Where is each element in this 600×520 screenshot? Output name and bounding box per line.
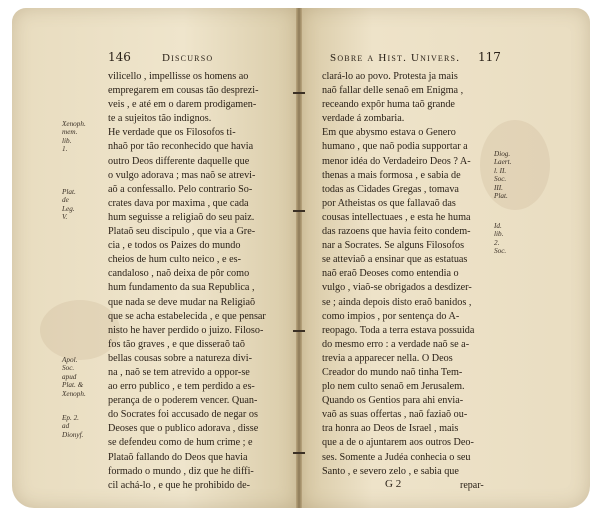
- right-page-number: 117: [478, 50, 501, 64]
- text-line: thenas a mais formosa , e sabia de: [322, 169, 461, 181]
- text-line: Deoses que o publico adorava , disse: [108, 423, 259, 435]
- text-line: outro Deos differente daquelle que: [108, 155, 250, 167]
- margin-note: Id. lib. 2. Soc.: [494, 222, 507, 256]
- text-line: ao erro publico , e tem perdido a es-: [108, 381, 255, 393]
- text-line: plo nem culto senaõ em Jerusalem.: [322, 381, 465, 393]
- text-line: Plataõ fallando do Deos que havia: [108, 451, 248, 463]
- margin-note: Apol. Soc. apud Plat. & Xenoph.: [62, 356, 86, 398]
- text-line: clará-lo ao povo. Protesta ja mais: [322, 71, 458, 82]
- right-running-head: Sobre a Hist. Univers.: [330, 52, 461, 64]
- text-line: empregarem em cousas tão desprezi-: [108, 85, 259, 97]
- margin-note: Xenoph. mem. lib. 1.: [62, 120, 86, 154]
- text-line: vulgo , viaõ-se obrigados a desdizer-: [322, 282, 472, 294]
- text-line: candaloso , naõ deixa de pôr como: [108, 268, 250, 280]
- binding-stitch: [293, 452, 305, 454]
- text-line: Quando os Gentios para ahi envia-: [322, 395, 464, 407]
- text-line: perança de o poderem vencer. Quan-: [108, 395, 258, 407]
- text-line: vaõ as suas offertas , naõ faziaõ ou-: [322, 409, 468, 421]
- text-line: aõ a confessallo. Pelo contrario So-: [108, 183, 253, 195]
- text-line: fos tão graves , e que disseraõ taõ: [108, 338, 245, 350]
- binding-stitch: [293, 92, 305, 94]
- text-line: que a de o ajuntarem aos outros Deo-: [322, 437, 474, 449]
- text-line: Creador do mundo naõ tinha Tem-: [322, 366, 463, 378]
- text-line: cousas intellectuaes , e esta he huma: [322, 211, 471, 223]
- text-line: como impios , por sentença do A-: [322, 310, 460, 322]
- catchword: repar-: [460, 480, 484, 491]
- signature-mark: G 2: [385, 478, 402, 490]
- text-line: He verdade que os Filosofos ti-: [108, 127, 236, 139]
- text-line: se defendeu como de hum crime ; e: [108, 437, 253, 449]
- binding-stitch: [293, 210, 305, 212]
- text-line: nar a Socrates. Se alguns Filosofos: [322, 240, 465, 252]
- text-line: humano , que naõ podia supportar a: [322, 141, 468, 153]
- text-line: se ; ainda depois disto eraõ banidos ,: [322, 296, 472, 308]
- text-line: ses. Somente a Judéa conhecia o seu: [322, 451, 471, 463]
- right-body-text: [322, 70, 474, 479]
- text-line: por Atheistas os que fallavaõ das: [322, 197, 456, 209]
- text-line: cheios de hum culto neico , e es-: [108, 254, 241, 266]
- text-line: reopago. Toda a terra estava possuida: [322, 324, 475, 336]
- book-gutter: [296, 8, 302, 508]
- left-page-number: 146: [108, 50, 131, 64]
- left-body-text: [108, 70, 266, 493]
- text-line: que se acha estabelecida , e que pensar: [108, 310, 266, 322]
- text-line: tra honra ao Deos de Israel , mais: [322, 423, 459, 435]
- margin-note: Ep. 2. ad Dionyf.: [62, 414, 84, 439]
- text-line: nisto he haver perdido o juizo. Filoso-: [108, 324, 264, 336]
- binding-stitch: [293, 330, 305, 332]
- margin-note: Diog. Laert. l. II. Soc. III. Plat.: [494, 150, 512, 201]
- text-line: te a sujeitos tão indignos.: [108, 113, 212, 125]
- left-running-head: Discurso: [162, 52, 214, 64]
- text-line: Em que abysmo estava o Genero: [322, 127, 456, 139]
- text-line: do Socrates foi accusado de negar os: [108, 409, 258, 421]
- text-line: cil achá-lo , e que he prohibido de-: [108, 479, 251, 491]
- text-line: nhaõ por tão reconhecido que havia: [108, 141, 254, 153]
- text-line: crates dava por maxima , que cada: [108, 197, 249, 209]
- margin-note: Plat. de Leg. V.: [62, 188, 76, 222]
- text-line: o vulgo adorava ; mas naõ se atrevi-: [108, 169, 256, 181]
- text-line: trevia a apparecer nella. O Deos: [322, 352, 453, 364]
- text-line: hum fundamento da sua Republica ,: [108, 282, 255, 294]
- text-line: vilicello , impellisse os homens ao: [108, 71, 249, 82]
- text-line: se atteviaõ a ensinar que as estatuas: [322, 254, 468, 266]
- text-line: bellas cousas sobre a natureza divi-: [108, 352, 252, 364]
- text-line: receando expôr huma taõ grande: [322, 99, 455, 111]
- text-line: formado o mundo , diz que he diffi-: [108, 465, 254, 477]
- text-line: verdade á zombaria.: [322, 113, 405, 125]
- text-line: menor idéa do Verdadeiro Deos ? A-: [322, 155, 471, 167]
- text-line: Santo , e severo zelo , e sabia que: [322, 465, 459, 477]
- text-line: na , naõ se tem atrevido a oppor-se: [108, 366, 250, 378]
- text-line: do mesmo erro : a verdade naõ se a-: [322, 338, 470, 350]
- text-line: Plataõ seu discipulo , que via a Gre-: [108, 226, 256, 238]
- text-line: todas as Cidades Gregas , tomava: [322, 183, 459, 195]
- text-line: hum seguisse a religiaõ do seu paiz.: [108, 211, 255, 223]
- text-line: que nada se deve mudar na Religiaõ: [108, 296, 256, 308]
- text-line: naõ eraõ Deoses como entendia o: [322, 268, 459, 280]
- text-line: veis , e até em o darem prodigamen-: [108, 99, 257, 111]
- text-line: cia , e todos os Paizes do mundo: [108, 240, 241, 252]
- text-line: das razoens que havia feito condem-: [322, 226, 471, 238]
- paper-stain: [480, 120, 550, 210]
- text-line: naõ fallar delle senaõ em Enigma ,: [322, 85, 464, 97]
